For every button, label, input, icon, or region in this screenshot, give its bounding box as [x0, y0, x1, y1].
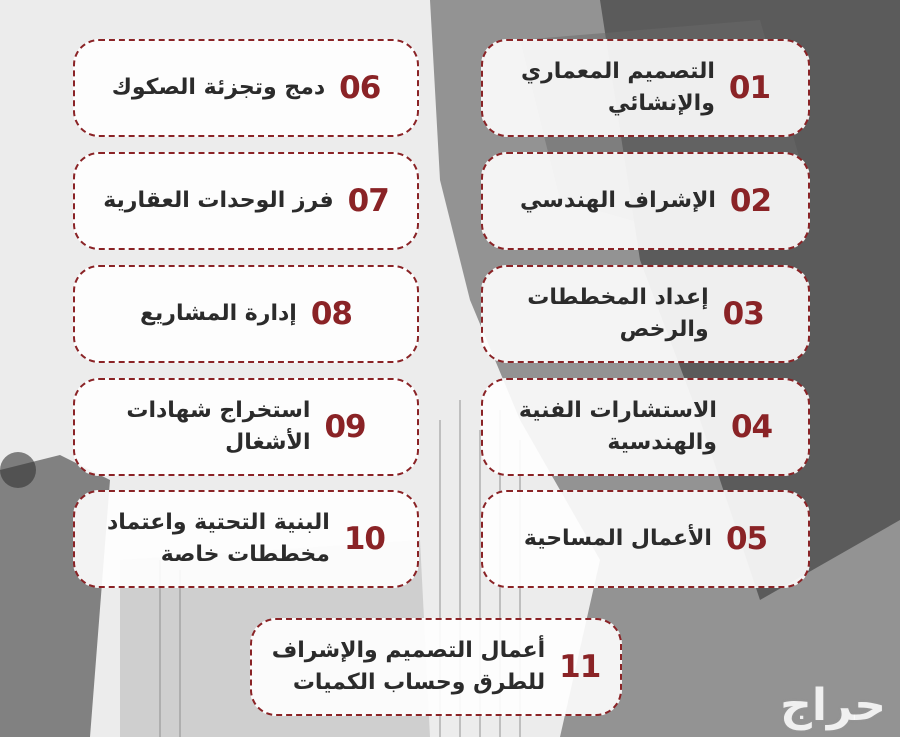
site-watermark: حراج [780, 680, 886, 731]
service-number: 05 [725, 521, 768, 557]
service-number: 07 [347, 183, 389, 219]
service-title: إدارة المشاريع [140, 301, 297, 326]
service-card-05 [481, 490, 810, 588]
service-number: 09 [324, 409, 366, 445]
service-title: الاستشارات الفنية والهندسية [518, 398, 717, 455]
service-card-10 [73, 490, 419, 588]
service-title: الإشراف الهندسي [519, 188, 716, 213]
service-title: إعداد المخططات والرخص [527, 285, 709, 342]
service-title: فرز الوحدات العقارية [103, 188, 334, 213]
service-card-02 [481, 152, 810, 250]
service-card-08 [73, 265, 419, 363]
service-number: 03 [722, 296, 764, 332]
service-card-09 [73, 378, 419, 476]
service-number: 10 [343, 521, 385, 557]
service-title: دمج وتجزئة الصكوك [111, 75, 326, 100]
service-number: 01 [728, 70, 771, 106]
service-title: أعمال التصميم والإشراف للطرق وحساب الكميات [271, 638, 546, 695]
service-card-11 [250, 618, 622, 716]
service-card-07 [73, 152, 419, 250]
service-card-03 [481, 265, 810, 363]
service-card-01 [481, 39, 810, 137]
service-number: 04 [730, 409, 773, 445]
service-title: التصميم المعماري والإنشائي [520, 59, 715, 116]
service-card-06 [73, 39, 419, 137]
service-title: البنية التحتية واعتماد مخططات خاصة [106, 510, 330, 567]
service-number: 06 [339, 70, 381, 106]
service-card-04 [481, 378, 810, 476]
service-title: استخراج شهادات الأشغال [126, 398, 311, 455]
service-number: 11 [559, 649, 601, 685]
service-number: 08 [310, 296, 352, 332]
service-number: 02 [729, 183, 772, 219]
service-title: الأعمال المساحية [523, 526, 712, 551]
